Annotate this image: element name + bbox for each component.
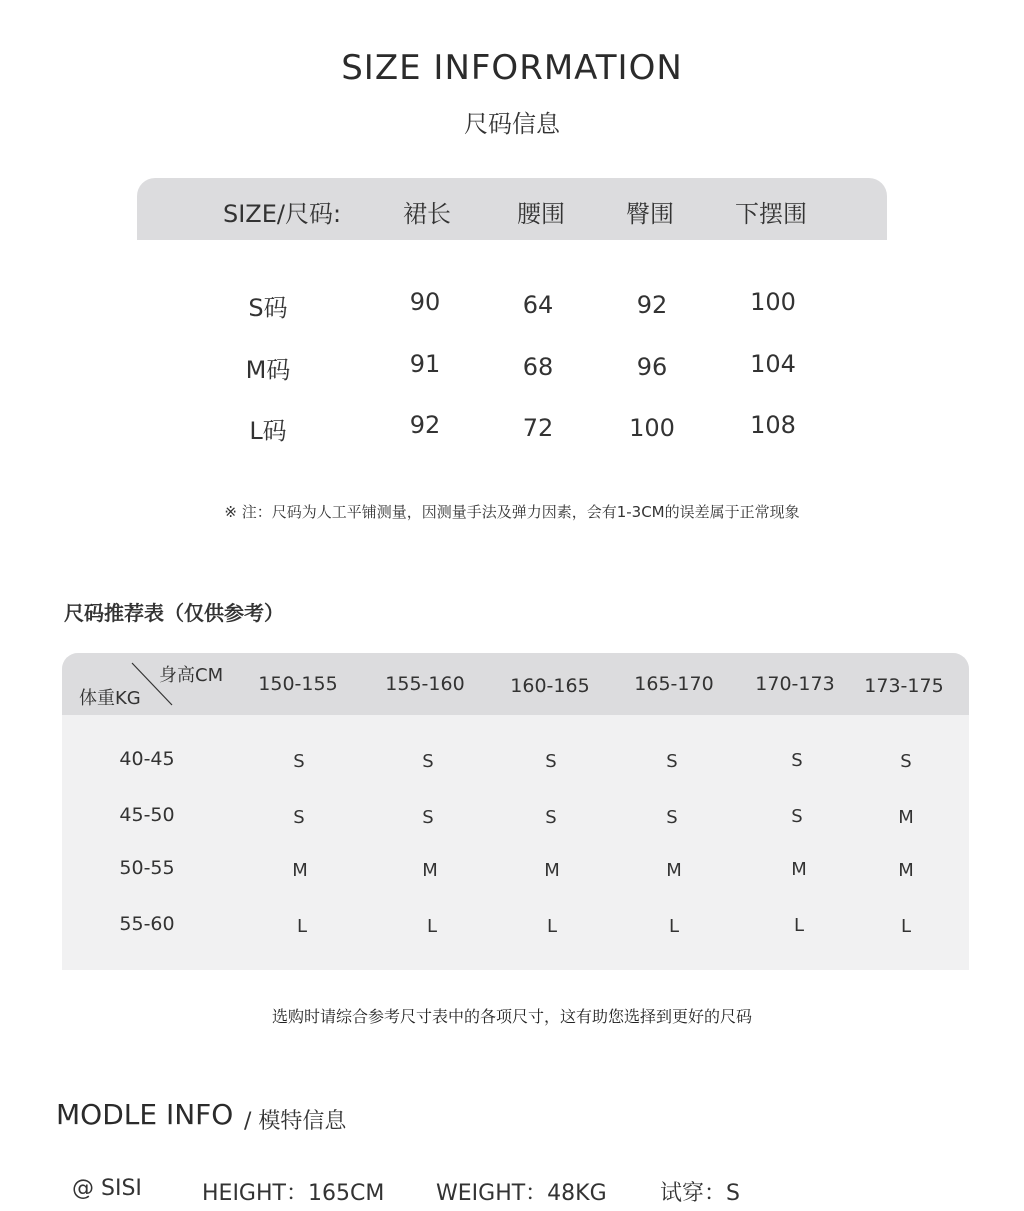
recommend-cell: S	[293, 751, 305, 772]
weight-range-label: 50-55	[119, 857, 175, 879]
recommend-cell: S	[545, 807, 557, 828]
page-title: SIZE INFORMATION	[341, 48, 683, 88]
recommend-title: 尺码推荐表（仅供参考）	[64, 601, 284, 625]
recommend-cell: M	[898, 807, 914, 828]
recommend-cell: S	[293, 807, 305, 828]
size-table-header-hip: 臀围	[626, 200, 674, 228]
size-table-cell: S码	[248, 294, 288, 322]
size-table-cell: 96	[636, 353, 668, 381]
size-table-cell: 64	[522, 291, 554, 319]
recommend-cell: S	[666, 807, 678, 828]
model-info-subtitle: / 模特信息	[244, 1109, 347, 1134]
size-table-cell: 100	[750, 288, 796, 316]
weight-range-label: 40-45	[119, 748, 175, 770]
page-subtitle: 尺码信息	[464, 110, 560, 138]
size-table-cell: 108	[750, 411, 796, 439]
recommend-cell: L	[296, 916, 308, 937]
recommend-cell: S	[791, 750, 803, 771]
recommend-cell: S	[791, 806, 803, 827]
model-name: @ SISI	[72, 1176, 142, 1201]
model-height: HEIGHT：165CM	[202, 1181, 385, 1206]
height-range-header: 160-165	[510, 675, 590, 697]
model-info-title: MODLE INFO	[56, 1098, 234, 1131]
recommend-cell: S	[545, 751, 557, 772]
corner-height-label: 身高CM	[159, 665, 224, 686]
weight-range-label: 55-60	[119, 913, 175, 935]
size-table-header-hem: 下摆围	[735, 200, 807, 228]
size-table-cell: 68	[522, 353, 554, 381]
size-table-header-waist: 腰围	[517, 200, 565, 228]
recommend-table	[62, 653, 969, 970]
purchase-advice: 选购时请综合参考尺寸表中的各项尺寸，这有助您选择到更好的尺码	[271, 1007, 752, 1026]
recommend-cell: S	[900, 751, 912, 772]
size-table-cell: 72	[522, 414, 554, 442]
recommend-cell: L	[900, 916, 912, 937]
size-table-cell: 104	[750, 350, 796, 378]
recommend-cell: M	[422, 860, 438, 881]
model-tryon-size: 试穿：S	[660, 1181, 740, 1206]
measurement-note: ※ 注：尺码为人工平铺测量，因测量手法及弹力因素，会有1-3CM的误差属于正常现象	[224, 503, 800, 521]
height-range-header: 170-173	[755, 673, 835, 695]
recommend-cell: M	[544, 860, 560, 881]
corner-weight-label: 体重KG	[79, 688, 141, 709]
recommend-cell: M	[292, 860, 308, 881]
height-range-header: 165-170	[634, 673, 714, 695]
recommend-cell: S	[422, 807, 434, 828]
recommend-cell: L	[426, 916, 438, 937]
size-table-cell: L码	[249, 417, 287, 445]
recommend-cell: L	[546, 916, 558, 937]
size-table-cell: 92	[409, 411, 441, 439]
recommend-cell: S	[422, 751, 434, 772]
size-table-header-length: 裙长	[403, 200, 451, 228]
size-table-cell: 91	[409, 350, 441, 378]
size-table-header-size: SIZE/尺码:	[222, 200, 342, 228]
size-table-cell: 90	[409, 288, 441, 316]
model-weight: WEIGHT：48KG	[436, 1181, 607, 1206]
size-table-cell: M码	[245, 356, 291, 384]
height-range-header: 173-175	[864, 675, 944, 697]
height-range-header: 150-155	[258, 673, 338, 695]
size-table-cell: 92	[636, 291, 668, 319]
recommend-cell: L	[793, 915, 805, 936]
recommend-cell: L	[668, 916, 680, 937]
height-range-header: 155-160	[385, 673, 465, 695]
recommend-cell: M	[898, 860, 914, 881]
size-table-cell: 100	[629, 414, 675, 442]
recommend-cell: M	[666, 860, 682, 881]
weight-range-label: 45-50	[119, 804, 175, 826]
recommend-cell: M	[791, 859, 807, 880]
recommend-cell: S	[666, 751, 678, 772]
